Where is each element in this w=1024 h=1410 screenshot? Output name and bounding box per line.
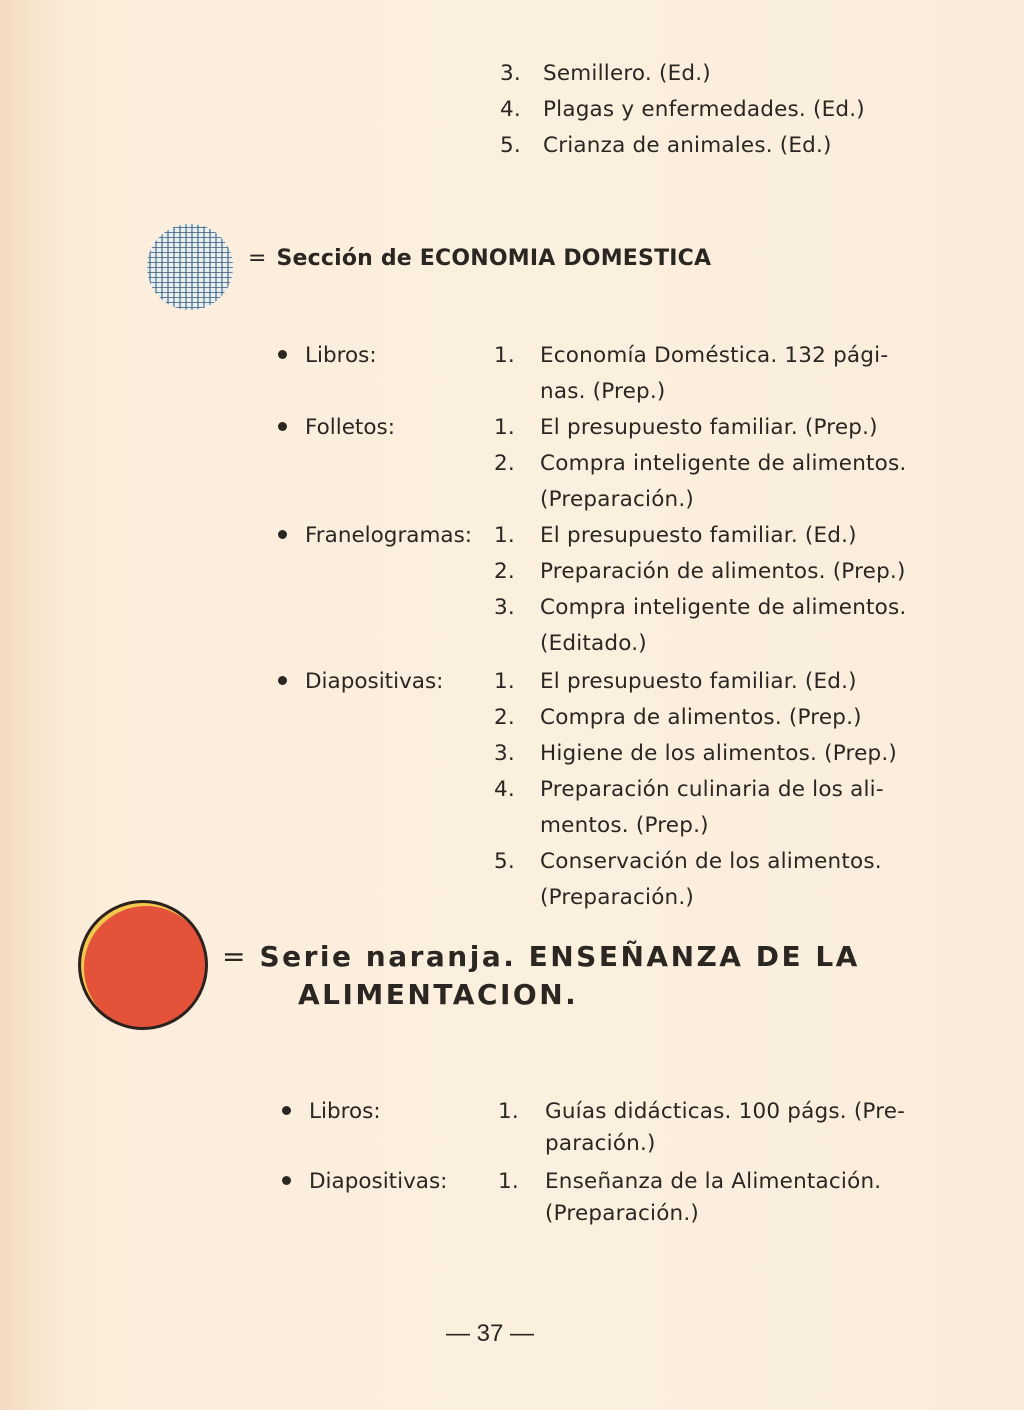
category-label-text: Diapositivas: [305, 669, 444, 694]
equals-sign: = [222, 940, 246, 973]
item-number: 1. [498, 1099, 519, 1124]
section-title: Sección de ECONOMIA DOMESTICA [276, 246, 712, 271]
blue-halftone-circle-icon [147, 224, 233, 310]
bullet-icon [278, 676, 287, 685]
item-text-line: (Preparación.) [545, 1201, 700, 1226]
item-text-line: nas. (Prep.) [540, 379, 666, 404]
item-text-line: mentos. (Prep.) [540, 813, 709, 838]
bullet-icon [282, 1176, 291, 1185]
category-label-text: Libros: [305, 343, 377, 368]
item-text-line: Higiene de los alimentos. (Prep.) [540, 741, 897, 766]
item-text-line: Compra inteligente de alimentos. [540, 451, 907, 476]
item-text-line: Preparación de alimentos. (Prep.) [540, 559, 906, 584]
item-number: 1. [494, 343, 515, 368]
item-text-line: Compra inteligente de alimentos. [540, 595, 907, 620]
serie-heading [222, 938, 860, 1014]
item-number: 5. [500, 133, 521, 158]
category-label-text: Franelogramas: [305, 523, 473, 548]
page-number: — 37 — [446, 1320, 535, 1347]
bullet-icon [278, 530, 287, 539]
item-number: 5. [494, 849, 515, 874]
item-number: 1. [494, 523, 515, 548]
item-number: 1. [494, 669, 515, 694]
item-number: 1. [494, 415, 515, 440]
item-text: Plagas y enfermedades. (Ed.) [543, 97, 865, 122]
item-text-line: paración.) [545, 1131, 656, 1156]
serie-title-line1: Serie naranja. ENSEÑANZA DE LA [259, 940, 860, 973]
category-label [278, 410, 395, 446]
item-text-line: Guías didácticas. 100 págs. (Pre- [545, 1099, 906, 1124]
category-label-text: Libros: [309, 1099, 381, 1124]
item-text-line: (Editado.) [540, 631, 647, 656]
item-text-line: Conservación de los alimentos. [540, 849, 882, 874]
item-text-line: Enseñanza de la Alimentación. [545, 1169, 882, 1194]
item-number: 1. [498, 1169, 519, 1194]
item-text: Semillero. (Ed.) [543, 61, 711, 86]
item-number: 3. [494, 741, 515, 766]
serie-title-line2: ALIMENTACION. [298, 978, 579, 1011]
item-number: 4. [500, 97, 521, 122]
section-heading [248, 246, 711, 271]
item-text-line: (Preparación.) [540, 885, 695, 910]
item-text-line: El presupuesto familiar. (Ed.) [540, 669, 857, 694]
category-label-text: Folletos: [305, 415, 395, 440]
item-number: 4. [494, 777, 515, 802]
item-text-line: (Preparación.) [540, 487, 695, 512]
bullet-icon [282, 1106, 291, 1115]
item-text-line: Compra de alimentos. (Prep.) [540, 705, 862, 730]
item-number: 3. [494, 595, 515, 620]
item-number: 2. [494, 451, 515, 476]
bullet-icon [278, 350, 287, 359]
item-text-line: Economía Doméstica. 132 pági- [540, 343, 889, 368]
item-number: 2. [494, 559, 515, 584]
item-text: Crianza de animales. (Ed.) [543, 133, 832, 158]
item-text-line: Preparación culinaria de los ali- [540, 777, 884, 802]
item-text-line: El presupuesto familiar. (Prep.) [540, 415, 878, 440]
category-label [278, 518, 472, 554]
orange-circle-icon [78, 900, 208, 1030]
item-number: 2. [494, 705, 515, 730]
item-number: 3. [500, 61, 521, 86]
category-label [278, 664, 443, 700]
category-label [278, 338, 377, 374]
category-label-text: Diapositivas: [309, 1169, 448, 1194]
bullet-icon [278, 422, 287, 431]
item-text-line: El presupuesto familiar. (Ed.) [540, 523, 857, 548]
category-label [282, 1164, 447, 1200]
equals-sign: = [248, 246, 267, 271]
category-label [282, 1094, 381, 1130]
